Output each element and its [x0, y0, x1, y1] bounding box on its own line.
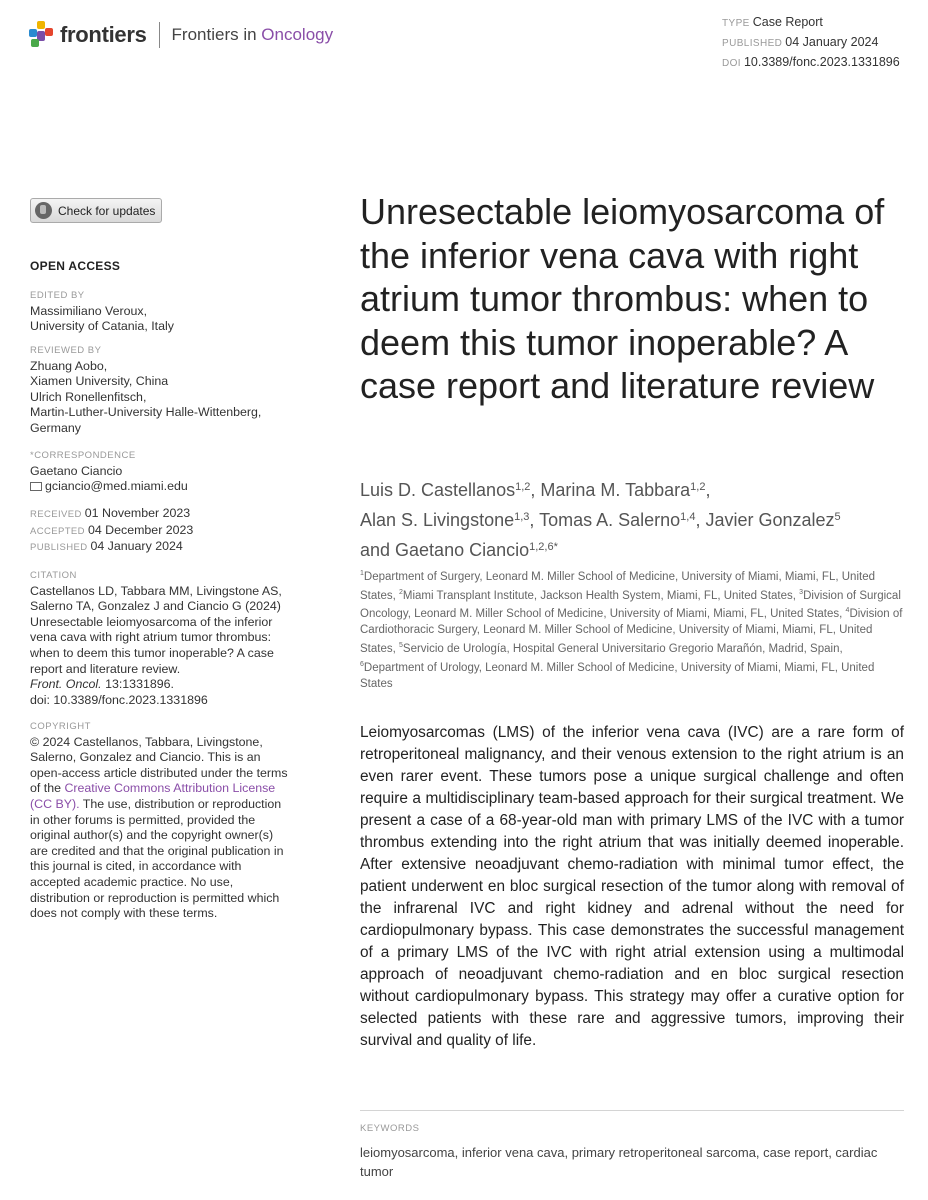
author: Marina M. Tabbara$^{1,2}$,	[540, 480, 711, 500]
citation-section: CITATION Castellanos LD, Tabbara MM, Livingstone AS, Salerno TA, Gonzalez J and Ciancio G (2024) Unresectable leiomyosarcoma of the inferior vena cava with right atrium tumor thrombus: when to deem this tumor inoperable? A case report and literature review. Front. Oncol. 13:1331896. doi: 10.3389/fonc.2023.1331896	[30, 563, 292, 708]
abstract-text: Leiomyosarcomas (LMS) of the inferior vena cava (IVC) are a rare form of retroperitoneal malignancy, and their venous extension to the right atrium is an even rarer event. These tumors pose a unique surgical challenge and often require a multidisciplinary team-based approach for their surgical treatment. We present a case of a 68-year-old man with primary LMS of the IVC with a tumor thrombus extending into the right atrium that was initially deemed inoperable. After extensive neoadjuvant chemo-radiation with minimal tumor effect, the patient underwent en bloc surgical resection of the tumor along with removal of the infrarenal IVC and right kidney and adrenal without the need for cardiopulmonary bypass. This case demonstrates the successful management of a primary LMS of the IVC with right atrial extension using a multimodal approach of neoadjuvant chemo-radiation and en bloc surgical resection without cardiopulmonary bypass. This strategy may offer a curative option for selected patients with these rare and aggressive tumors, improving their survival and quality of life.	[360, 724, 904, 1049]
affiliations	[360, 566, 905, 692]
affiliation: $^4$Division of Cardiothoracic Surgery, Leonard M. Miller School of Medicine, University of Miami, Miami, FL, United States,	[360, 607, 903, 656]
reviewer-line: Ulrich Ronellenfitsch,	[30, 389, 147, 404]
author: and Gaetano Ciancio$^{1,2,6*}$	[360, 540, 558, 560]
affiliation: $^1$Department of Surgery, Leonard M. Miller School of Medicine, University of Miami, Miami, FL, United States,	[360, 570, 875, 602]
editor-affiliation: University of Catania, Italy	[30, 319, 174, 334]
affiliation: $^2$Miami Transplant Institute, Jackson Health System, Miami, FL, United States,	[399, 588, 800, 602]
author: Luis D. Castellanos$^{1,2}$,	[360, 480, 541, 500]
citation-doi: doi: 10.3389/fonc.2023.1331896	[30, 692, 208, 707]
citation-journal: Front. Oncol. 13:1331896.	[30, 677, 174, 692]
check-for-updates-label: Check for updates	[58, 203, 156, 218]
dates-section	[30, 501, 292, 556]
keywords-label: KEYWORDS	[360, 1123, 420, 1134]
journal-logo[interactable]	[28, 18, 333, 52]
received-date: RECEIVED 01 November 2023	[30, 506, 191, 520]
correspondence-email[interactable]: gciancio@med.miami.edu	[30, 479, 292, 495]
accepted-date: ACCEPTED 04 December 2023	[30, 522, 194, 537]
published-date: PUBLISHED 04 January 2024	[30, 539, 183, 554]
update-badge-icon	[35, 202, 52, 219]
correspondence-name: Gaetano Ciancio	[30, 463, 123, 478]
article-title: Unresectable leiomyosarcoma of the inferior vena cava with right atrium tumor thrombus: when to deem this tumor inoperable? A case report and literature review	[360, 191, 885, 406]
affiliation: $^6$Department of Urology, Leonard M. Miller School of Medicine, University of Miami, Miami, FL, United States	[360, 661, 875, 691]
frontiers-logo-icon	[28, 21, 54, 49]
correspondence-section: *CORRESPONDENCE Gaetano Ciancio gciancio@med.miami.edu	[30, 443, 292, 495]
citation-text: Castellanos LD, Tabbara MM, Livingstone AS, Salerno TA, Gonzalez J and Ciancio G (2024) Unresectable leiomyosarcoma of the inferior vena cava with right atrium tumor thrombus: when to deem this tumor inoperable? A case report and literature review.	[30, 583, 282, 676]
mail-icon	[30, 482, 42, 491]
author-list	[360, 474, 905, 564]
article-published: PUBLISHED 04 January 2024	[722, 35, 879, 49]
logo-divider	[159, 22, 160, 48]
open-access-label: OPEN ACCESS	[30, 259, 121, 273]
author: Javier Gonzalez$^5$	[705, 510, 841, 530]
author: Tomas A. Salerno$^{1,4}$,	[539, 510, 706, 530]
editor-name: Massimiliano Veroux,	[30, 303, 148, 318]
keywords-list: leiomyosarcoma, inferior vena cava, primary retroperitoneal sarcoma, case report, cardiac tumor	[360, 1145, 878, 1179]
copyright-text: © 2024 Castellanos, Tabbara, Livingstone, Salerno, Gonzalez and Ciancio. This is an open-access article distributed under the terms of the Creative Commons Attribution License (CC BY). The use, distribution or reproduction in other forums is permitted, provided the original author(s) and the copyright owner(s) are credited and that the original publication in this journal is cited, in accordance with accepted academic practice. No use, distribution or reproduction is permitted which does not comply with these terms.	[30, 734, 288, 921]
check-for-updates-button[interactable]	[30, 198, 162, 223]
article-meta	[722, 13, 900, 73]
keywords-divider	[360, 1110, 904, 1111]
reviewer-line: Martin-Luther-University Halle-Wittenberg,	[30, 405, 262, 420]
brand-name: frontiers	[60, 22, 147, 47]
author: Alan S. Livingstone$^{1,3}$,	[360, 510, 540, 530]
journal-name: Frontiers in Oncology	[171, 25, 334, 44]
reviewer-line: Zhuang Aobo,	[30, 358, 108, 373]
edited-by-section: EDITED BY Massimiliano Veroux, University of Catania, Italy	[30, 283, 292, 335]
affiliation: $^5$Servicio de Urología, Hospital General Universitario Gregorio Marañón, Madrid, Spain,	[399, 642, 843, 656]
copyright-section: COPYRIGHT © 2024 Castellanos, Tabbara, Livingstone, Salerno, Gonzalez and Ciancio. This is an open-access article distributed under the terms of the Creative Commons Attribution License (CC BY). The use, distribution or reproduction in other forums is permitted, provided the original author(s) and the copyright owner(s) are credited and that the original publication in this journal is cited, in accordance with accepted academic practice. No use, distribution or reproduction is permitted which does not comply with these terms.	[30, 714, 292, 922]
reviewed-by-section: REVIEWED BY Zhuang Aobo, Xiamen University, China Ulrich Ronellenfitsch, Martin-Luther-University Halle-Wittenberg, Germany	[30, 338, 292, 437]
article-type: TYPE Case Report	[722, 15, 823, 29]
affiliation: $^3$Division of Surgical Oncology, Leonard M. Miller School of Medicine, University of Miami, Miami, FL, United States,	[360, 588, 901, 621]
reviewer-line: Germany	[30, 420, 81, 435]
reviewer-line: Xiamen University, China	[30, 374, 169, 389]
cc-license-link[interactable]: Creative Commons Attribution License (CC BY).	[30, 781, 276, 811]
article-doi: DOI 10.3389/fonc.2023.1331896	[722, 55, 900, 69]
